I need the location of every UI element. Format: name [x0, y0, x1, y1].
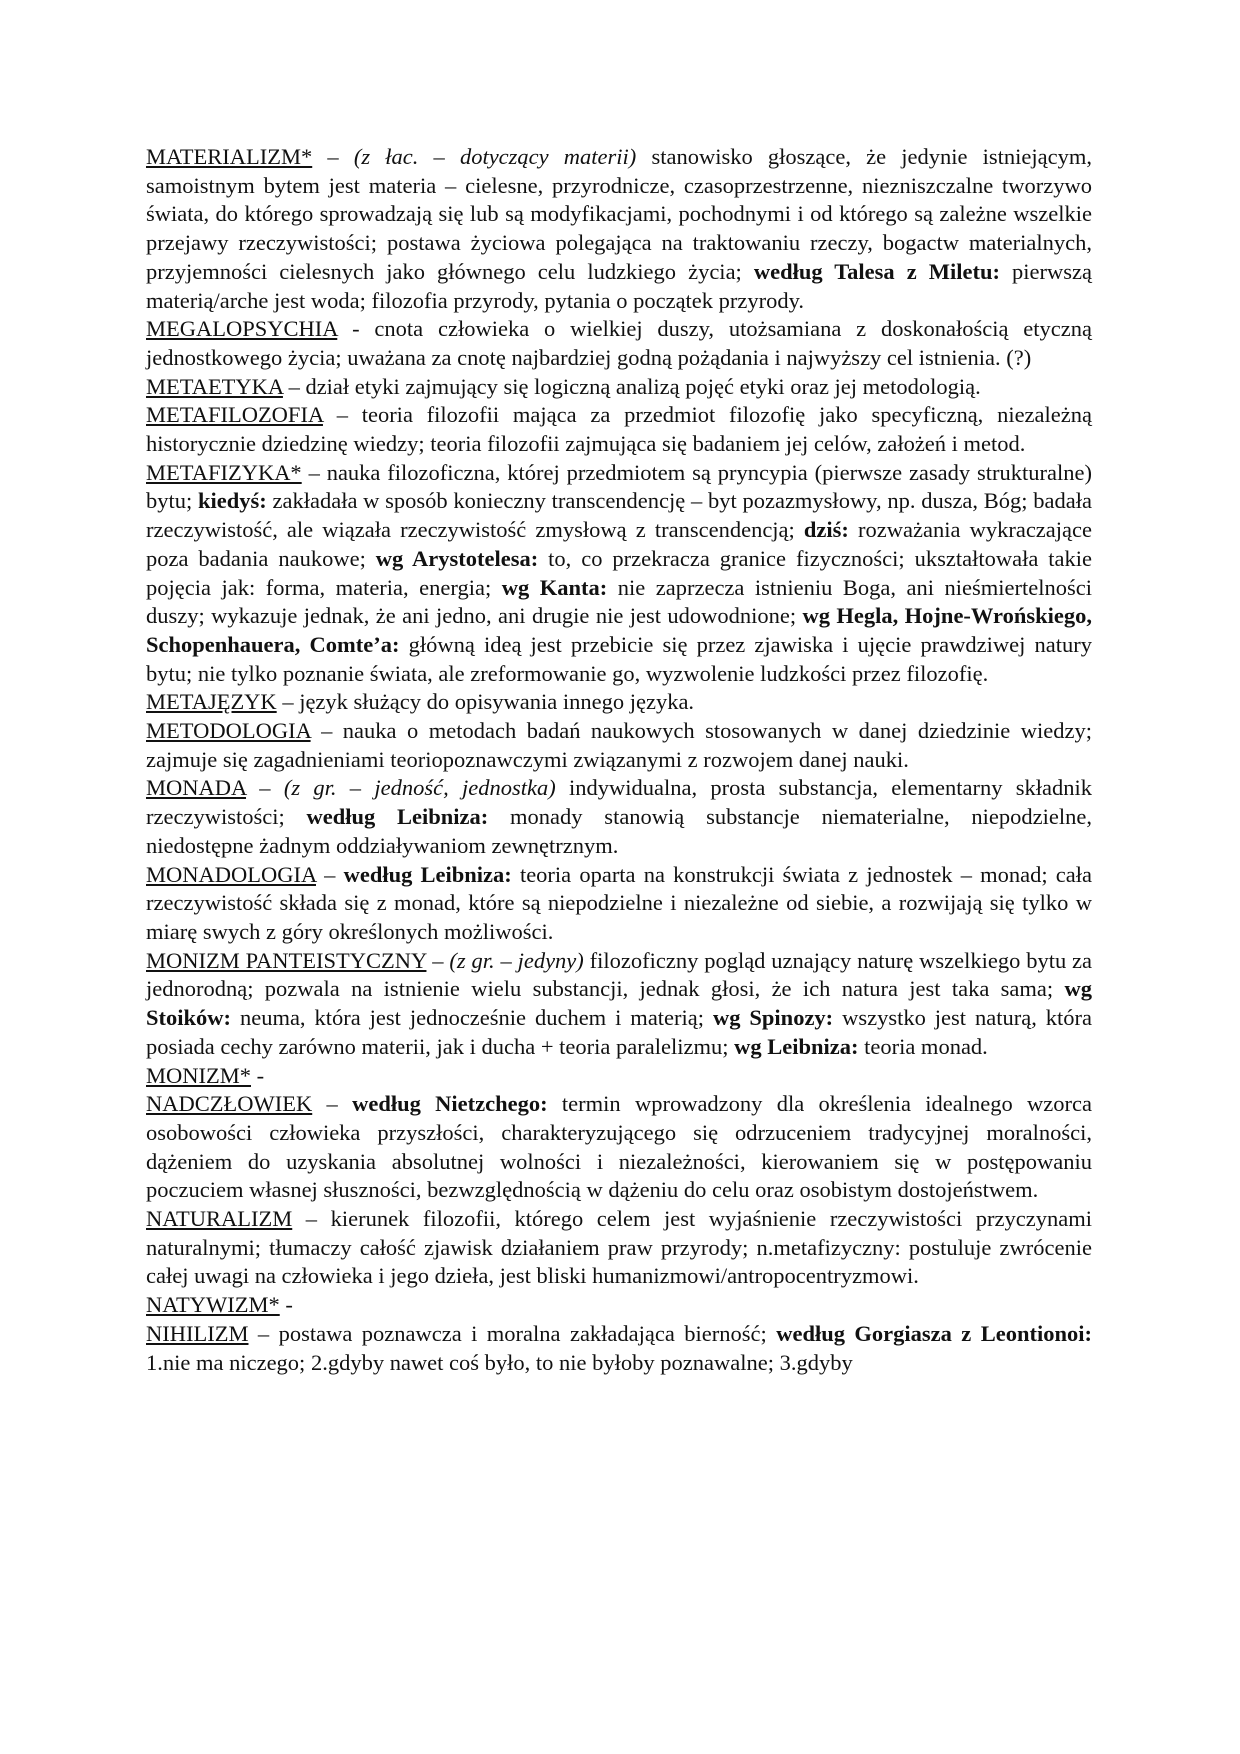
entry-text: to, co przekracza granice fizyczności; ukształtowała takie pojęcia jak: forma, materia, energia;	[146, 545, 1092, 600]
entry-text: – język służący do opisywania innego języka.	[276, 689, 695, 715]
definition-entry	[146, 1090, 1092, 1205]
definition-entry	[146, 861, 1092, 947]
entry-term: METODOLOGIA	[146, 718, 311, 744]
definition-entry	[146, 1062, 1092, 1091]
entry-text: - cnota człowieka o wielkiej duszy, utożsamiana z doskonałością etyczną jednostkowego życia; uważana za cnotę najbardziej godną pożądania i najwyższy cel istnienia. (?)	[146, 316, 1092, 370]
bold-phrase: kiedyś:	[198, 488, 267, 514]
entry-term: MONIZM*	[146, 1062, 251, 1088]
definition-entry	[146, 459, 1092, 689]
entry-text: – postawa poznawcza i moralna zakładająca bierność;	[248, 1320, 777, 1346]
definition-entry	[146, 1291, 1092, 1320]
entry-text: wszystko jest naturą, która posiada cechy zarówno materii, jak i ducha + teoria paralelizmu;	[146, 1005, 1092, 1059]
bold-phrase: wg Hegla, Hojne-Wrońskiego, Schopenhauera, Comte’a:	[146, 603, 1092, 657]
entry-text: teoria oparta na konstrukcji świata z jednostek – monad; cała rzeczywistość składa się z monad, które są niepodzielne i niezależne od siebie, a rozwijają się tylko w miarę swych z góry określonych możliwości.	[146, 861, 1092, 944]
entry-term: MONIZM PANTEISTYCZNY	[146, 947, 427, 973]
bold-phrase: według Talesa z Miletu:	[753, 258, 1000, 284]
entry-text: teoria monad.	[858, 1033, 988, 1059]
definition-entry	[146, 1205, 1092, 1291]
entry-text: pierwszą materią/arche jest woda; filozofia przyrody, pytania o początek przyrody.	[146, 258, 1092, 313]
entry-term: METAETYKA	[146, 373, 283, 399]
entry-text: – nauka o metodach badań naukowych stosowanych w danej dziedzinie wiedzy; zajmuje się zagadnieniami teoriopoznawczymi związanymi z rozwojem danej nauki.	[146, 718, 1092, 772]
entry-text: – kierunek filozofii, którego celem jest wyjaśnienie rzeczywistości przyczynami naturalnymi; tłumaczy całość zjawisk działaniem praw przyrody; n.metafizyczny: postuluje zwrócenie całej uwagi na człowieka i jego dzieła, jest bliski humanizmowi/antropocentryzmowi.	[146, 1206, 1092, 1289]
entry-term: METAJĘZYK	[146, 689, 277, 715]
bold-phrase: według Gorgiasza z Leontionoi:	[776, 1320, 1092, 1346]
bold-phrase: według Nietzchego:	[352, 1091, 548, 1117]
definition-entry	[146, 717, 1092, 774]
bold-phrase: wg Leibniza:	[734, 1033, 859, 1059]
entry-term: METAFIZYKA*	[146, 459, 302, 485]
entry-term: NATURALIZM	[146, 1206, 293, 1232]
entry-text: – nauka filozoficzna, której przedmiotem są pryncypia (pierwsze zasady strukturalne) bytu;	[146, 459, 1092, 514]
definition-entry	[146, 774, 1092, 860]
entry-term: MONADA	[146, 775, 247, 801]
bold-phrase: dziś:	[803, 517, 849, 543]
definition-entry	[146, 373, 1092, 402]
entry-text: –	[312, 144, 354, 169]
entry-term: NADCZŁOWIEK	[146, 1091, 313, 1117]
bold-phrase: wg Stoików:	[146, 976, 1092, 1031]
entry-text: termin wprowadzony dla określenia idealnego wzorca osobowości człowieka przyszłości, charakteryzującego się odrzuceniem tradycyjnej moralności, dążeniem do uzyskania absolutnej wolności i niezależności, kierowaniem się w postępowaniu poczuciem własnej słuszności, bezwzględnością w dążeniu do celu oraz osobistym dostojeństwem.	[146, 1091, 1093, 1203]
definition-entry	[146, 1320, 1092, 1377]
entry-text: –	[316, 861, 344, 887]
entry-text: zakładała w sposób konieczny transcendencję – byt pozazmysłowy, np. dusza, Bóg; badała rzeczywistość, ale wiązała rzeczywistość zmysłową z transcendencją;	[146, 488, 1092, 543]
entry-text: -	[279, 1292, 293, 1318]
entry-text: – teoria filozofii mająca za przedmiot filozofię jako specyficzną, niezależną historycznie dziedzinę wiedzy; teoria filozofii zajmująca się badaniem jej celów, założeń i metod.	[146, 402, 1092, 457]
entry-text: -	[251, 1062, 265, 1088]
definition-entry	[146, 947, 1092, 1062]
entry-text: –	[312, 1091, 353, 1117]
italic-phrase: (z łac. – dotyczący materii)	[353, 144, 637, 169]
entry-text: neuma, która jest jednocześnie duchem i materią;	[231, 1005, 713, 1031]
entry-term: NIHILIZM	[146, 1320, 249, 1346]
definition-entry	[146, 143, 1092, 315]
entry-text: filozoficzny pogląd uznający naturę wszelkiego bytu za jednorodną; pozwala na istnienie wielu substancji, jednak głosi, że ich natura jest taka sama;	[146, 947, 1093, 1002]
entry-text: –	[246, 775, 284, 801]
entry-term: NATYWIZM*	[146, 1292, 280, 1318]
entry-text: – dział etyki zajmujący się logiczną analizą pojęć etyki oraz jej metodologią.	[282, 373, 981, 399]
italic-phrase: (z gr. – jedność, jednostka)	[283, 775, 556, 801]
definition-entry	[146, 401, 1092, 458]
entry-text: monady stanowią substancje niematerialne, niepodzielne, niedostępne żadnym oddziaływaniom zewnętrznym.	[146, 804, 1092, 858]
entry-text: 1.nie ma niczego; 2.gdyby nawet coś było, to nie byłoby poznawalne; 3.gdyby	[146, 1349, 853, 1375]
entry-text: stanowisko głoszące, że jedynie istniejącym, samoistnym bytem jest materia – cielesne, przyrodnicze, czasoprzestrzenne, niezniszczalne tworzywo świata, do którego sprowadzają się lub są modyfikacjami, pochodnymi i od którego są zależne wszelkie przejawy rzeczywistości; postawa życiowa polegająca na traktowaniu rzeczy, bogactw materialnych, przyjemności cielesnych jako głównego celu ludzkiego życia;	[146, 144, 1093, 284]
definition-entry	[146, 688, 1092, 717]
bold-phrase: wg Spinozy:	[712, 1005, 834, 1031]
entry-term: MONADOLOGIA	[146, 861, 316, 887]
bold-phrase: wg Arystotelesa:	[375, 545, 539, 571]
bold-phrase: według Leibniza:	[306, 804, 489, 830]
entry-term: MEGALOPSYCHIA	[146, 316, 338, 342]
entry-text: nie zaprzecza istnieniu Boga, ani nieśmiertelności duszy; wykazuje jednak, że ani jedno, ani drugie nie jest udowodnione;	[146, 574, 1093, 629]
bold-phrase: wg Kanta:	[501, 574, 608, 600]
definition-entry	[146, 315, 1092, 372]
entry-text: główną ideą jest przebicie się przez zjawiska i ujęcie prawdziwej natury bytu; nie tylko poznanie świata, ale zreformowanie go, wyzwolenie ludzkości przez filozofię.	[146, 631, 1092, 686]
bold-phrase: według Leibniza:	[343, 861, 512, 887]
italic-phrase: (z gr. – jedyny)	[449, 947, 584, 973]
entry-text: indywidualna, prosta substancja, elementarny składnik rzeczywistości;	[146, 775, 1093, 830]
entry-term: MATERIALIZM*	[146, 144, 313, 169]
entry-text: rozważania wykraczające poza badania naukowe;	[146, 517, 1092, 571]
entry-text: –	[426, 947, 450, 973]
document-page	[146, 143, 1092, 1377]
entry-term: METAFILOZOFIA	[146, 402, 323, 428]
